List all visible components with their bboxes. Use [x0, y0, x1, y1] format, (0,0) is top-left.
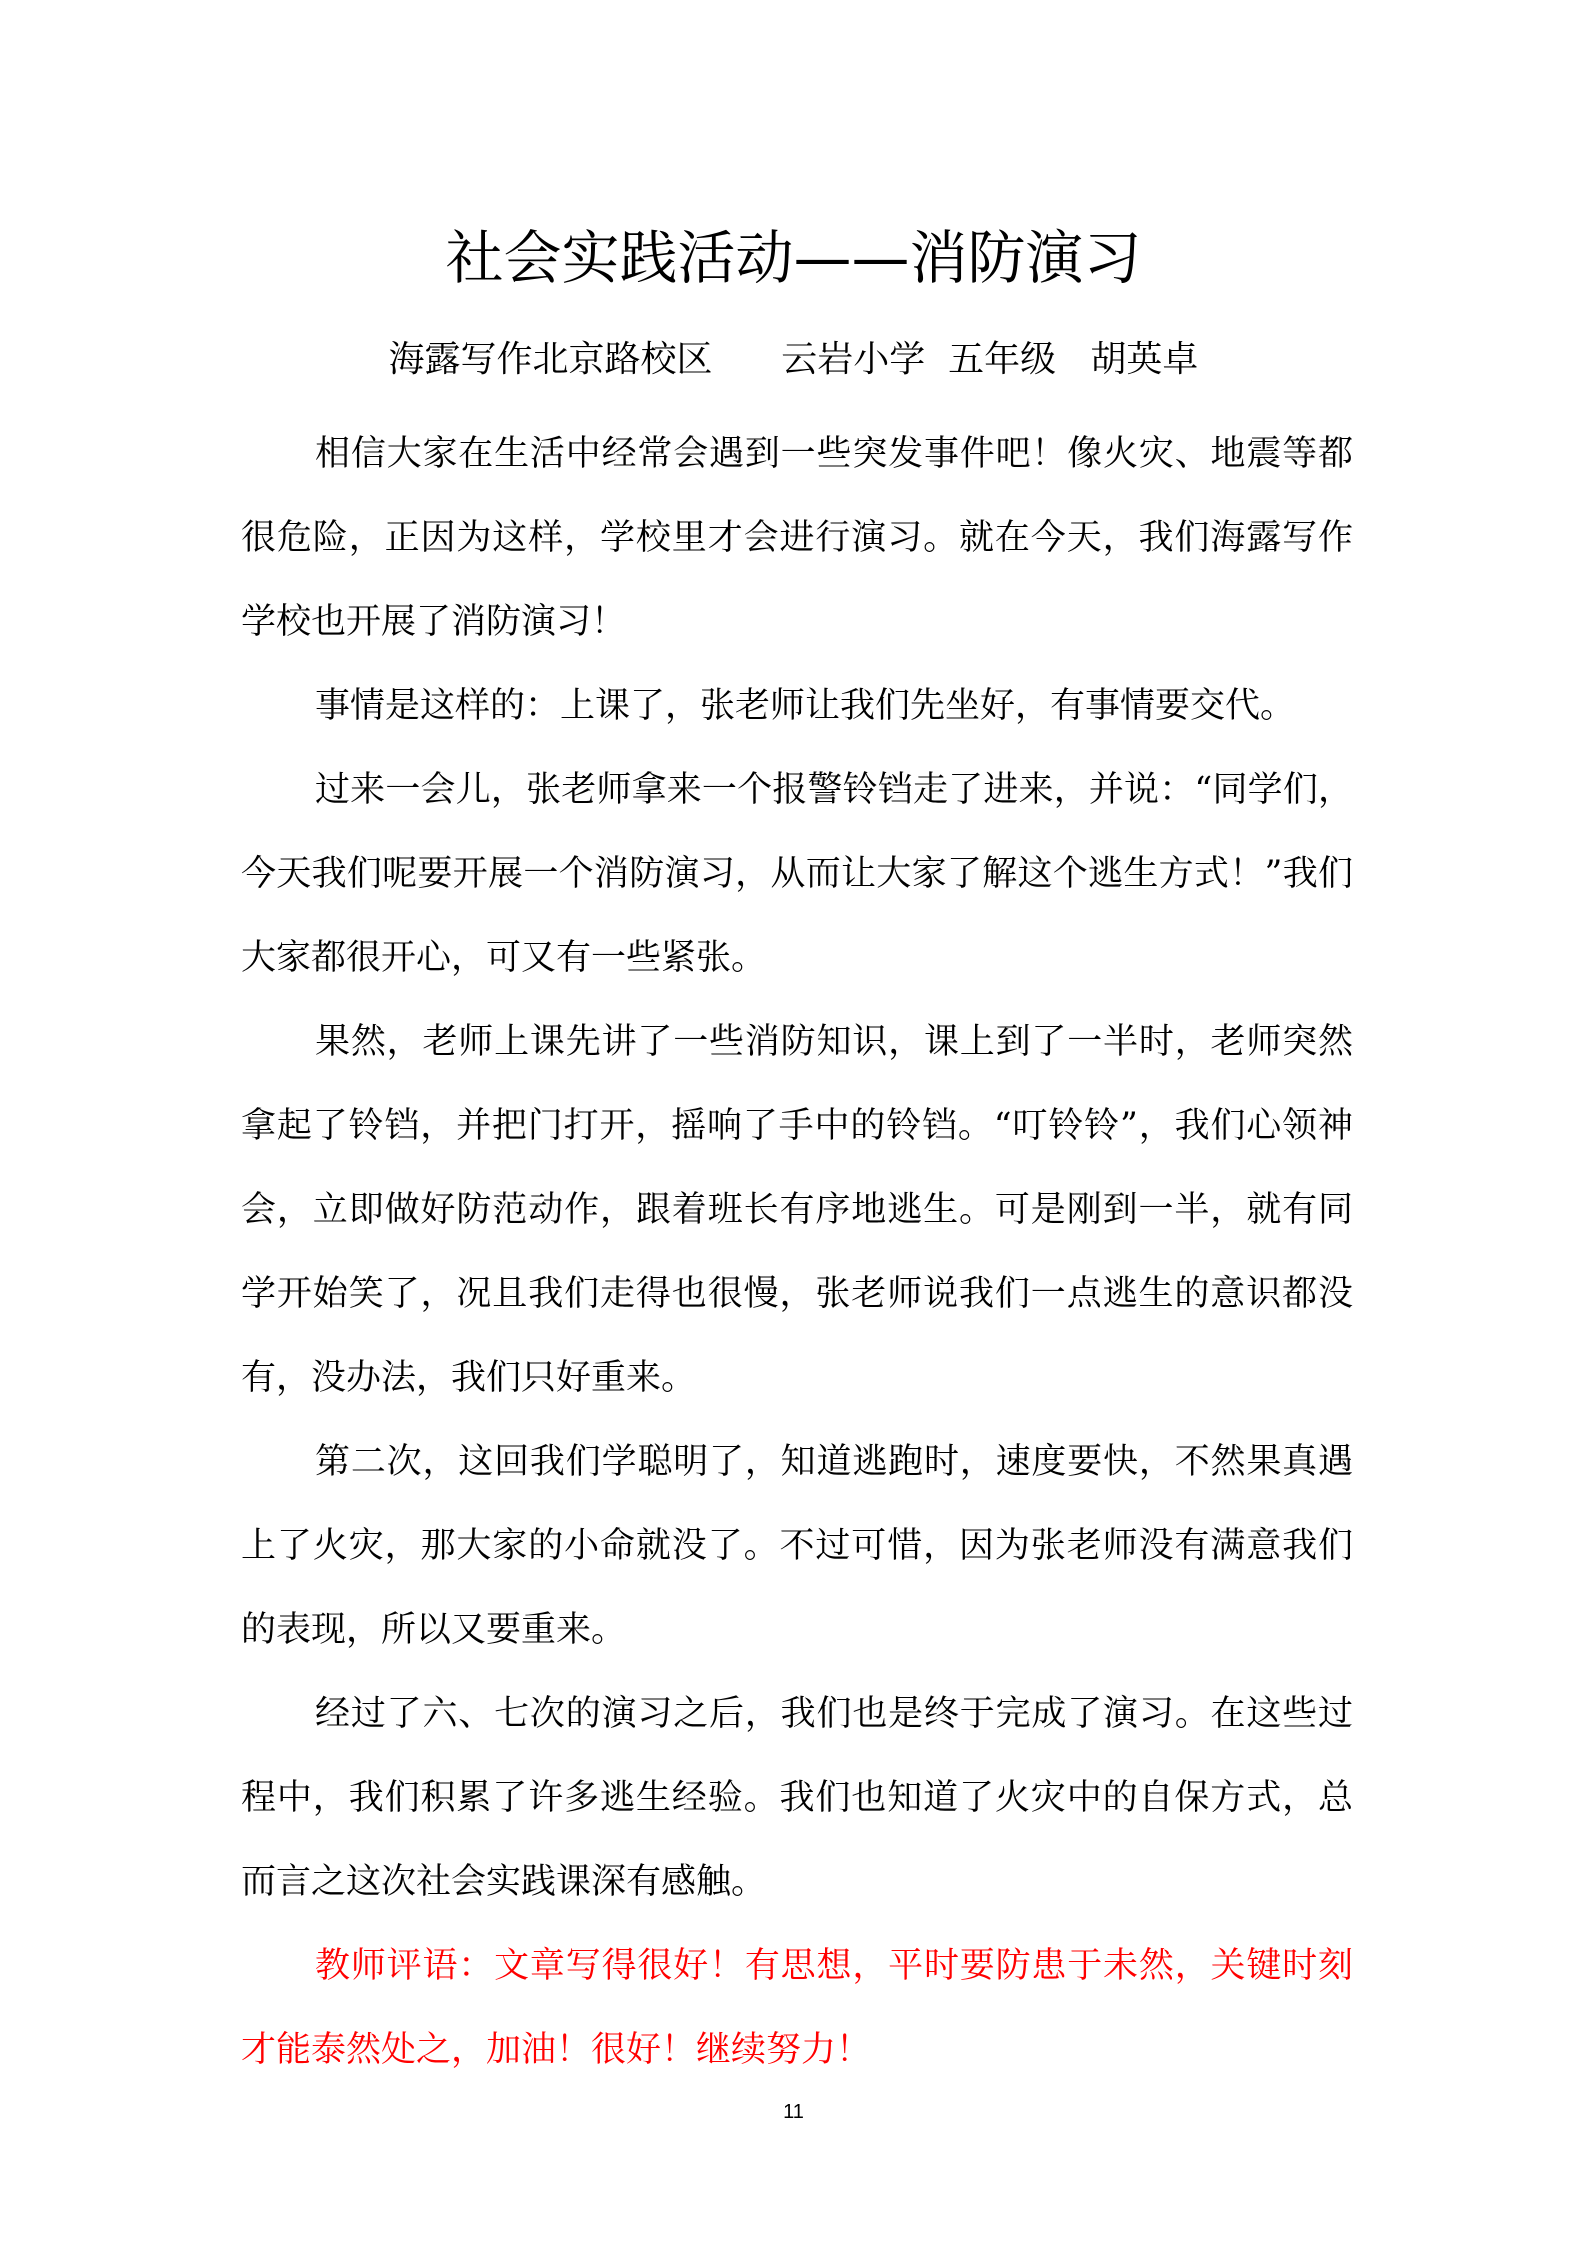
author-byline: 海露写作北京路校区 云岩小学 五年级 胡英卓	[388, 339, 1199, 380]
paragraph: 相信大家在生活中经常会遇到一些突发事件吧！像火灾、地震等都很危险，正因为这样，学校里才会进行演习。就在今天，我们海露写作学校也开展了消防演习！	[241, 434, 1353, 642]
page-number: 11	[783, 2101, 804, 2123]
article-title: 社会实践活动——消防演习	[445, 224, 1142, 292]
article-body	[241, 412, 1353, 2092]
paragraph: 果然，老师上课先讲了一些消防知识，课上到了一半时，老师突然拿起了铃铛，并把门打开，摇响了手中的铃铛。“叮铃铃”，我们心领神会，立即做好防范动作，跟着班长有序地逃生。可是刚到一半，就有同学开始笑了，况且我们走得也很慢，张老师说我们一点逃生的意识都没有，没办法，我们只好重来。	[241, 1022, 1353, 1398]
paragraph: 事情是这样的：上课了，张老师让我们先坐好，有事情要交代。	[315, 686, 1296, 726]
teacher-comment: 教师评语：文章写得很好！有思想，平时要防患于未然，关键时刻才能泰然处之，加油！很好！继续努力！	[241, 1946, 1353, 2070]
paragraph: 过来一会儿，张老师拿来一个报警铃铛走了进来，并说：“同学们，今天我们呢要开展一个消防演习，从而让大家了解这个逃生方式！”我们大家都很开心，可又有一些紧张。	[241, 770, 1353, 978]
paragraph: 第二次，这回我们学聪明了，知道逃跑时，速度要快，不然果真遇上了火灾，那大家的小命就没了。不过可惜，因为张老师没有满意我们的表现，所以又要重来。	[241, 1442, 1353, 1650]
paragraph: 经过了六、七次的演习之后，我们也是终于完成了演习。在这些过程中，我们积累了许多逃生经验。我们也知道了火灾中的自保方式，总而言之这次社会实践课深有感触。	[241, 1694, 1353, 1902]
